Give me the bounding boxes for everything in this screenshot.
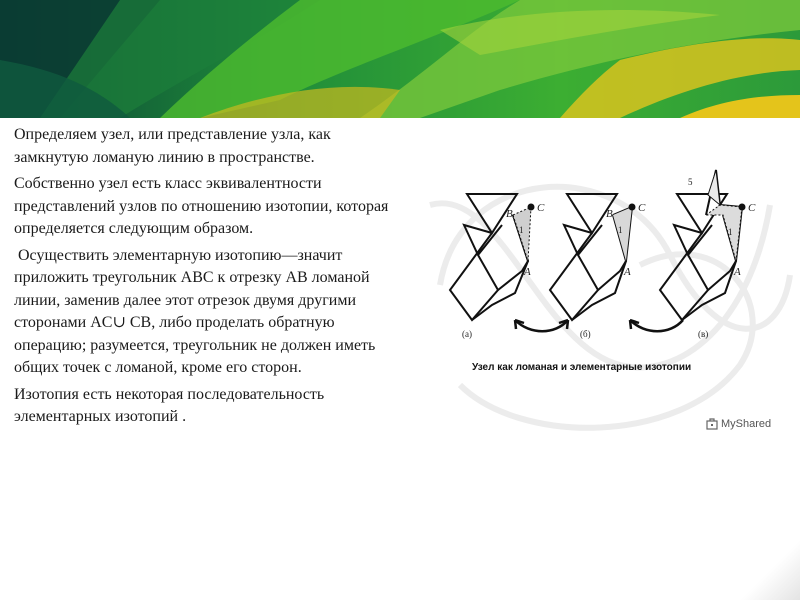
figure-caption: Узел как ломаная и элементарные изотопии <box>472 362 692 373</box>
label-c-a: C <box>537 202 545 214</box>
label-a-b: A <box>624 266 631 278</box>
label-c-b: C <box>638 202 646 214</box>
paragraph-2: Собственно узел есть класс эквивалентности представлений узлов по отношению изотопии, которая определяется следующим образом. <box>14 175 389 237</box>
arrow-bc-icon <box>630 320 683 331</box>
point-c-c <box>739 204 746 211</box>
page-curl <box>740 540 800 600</box>
panel-label-b: (б) <box>580 329 591 339</box>
point-c-b <box>629 204 636 211</box>
label-a-c: A <box>734 266 741 278</box>
paragraph-3: Осуществить элементарную изотопию—значит приложить треугольник ABC к отрезку AB ломаной линии, заменив далее этот отрезок двумя другими сторонами AC∪ CB, либо проделать обратную операцию; разумеется, треугольник не должен иметь общих точек с ломаной, кроме его сторон. <box>14 246 380 376</box>
point-c-a <box>528 204 535 211</box>
label-b-b: B <box>606 208 613 220</box>
body-text <box>14 124 392 433</box>
paragraph-4: Изотопия есть некоторая последовательность элементарных изотопий . <box>14 385 325 425</box>
panel-label-a: (а) <box>462 329 472 339</box>
banner-graphic <box>0 0 800 118</box>
label-1-b: 1 <box>618 225 623 235</box>
myshared-logo-icon <box>706 418 718 430</box>
label-1-a: 1 <box>519 225 524 235</box>
watermark <box>706 418 771 430</box>
label-a-a: A <box>524 266 531 278</box>
triangle-c <box>706 205 742 261</box>
knot-figure-graphic <box>420 145 798 450</box>
label-5-c: 5 <box>688 177 693 187</box>
paragraph-1: Определяем узел, или представление узла, как замкнутую ломаную линию в пространстве. <box>14 126 331 166</box>
knot-panel-c <box>660 170 742 320</box>
arrow-ab-icon <box>515 320 568 331</box>
header-banner <box>0 0 800 118</box>
label-1-c: 1 <box>728 227 733 237</box>
label-c-c: C <box>748 202 756 214</box>
knot-figure <box>420 145 798 450</box>
panel-label-c: (в) <box>698 329 709 339</box>
label-b-a: B <box>506 208 513 220</box>
knot-panel-a <box>450 194 528 320</box>
watermark-text: MyShared <box>721 418 772 430</box>
